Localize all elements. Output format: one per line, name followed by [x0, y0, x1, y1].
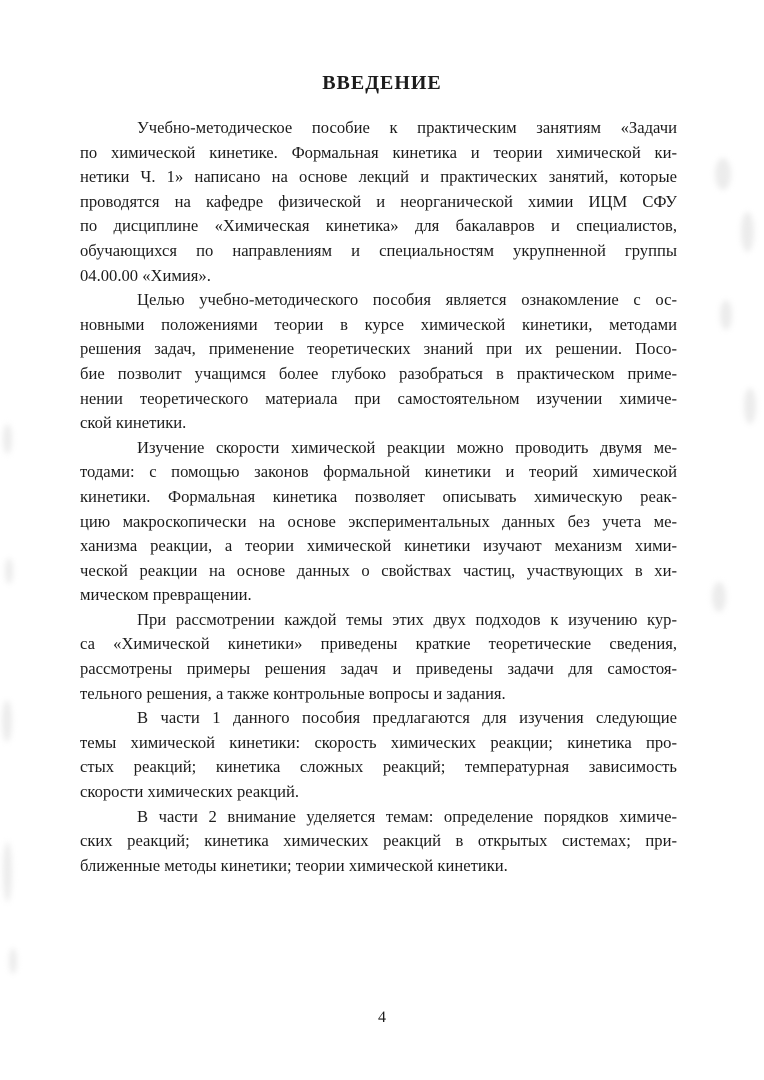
text-line: стых реакций; кинетика сложных реакций; температурная зависимость — [80, 757, 677, 777]
text-line: ческой реакции на основе данных о свойствах частиц, участвующих в хи- — [80, 560, 677, 580]
text-line: Изучение скорости химической реакции можно проводить двумя ме- — [137, 437, 677, 457]
text-line: В части 2 внимание уделяется темам: определение порядков химиче- — [137, 806, 677, 826]
paragraph — [80, 116, 677, 288]
text-line: нении теоретического материала при самостоятельном изучении химиче- — [80, 388, 677, 408]
page-number: 4 — [378, 1009, 386, 1026]
text-line: скорости химических реакций. — [80, 782, 300, 802]
text-line: кинетики. Формальная кинетика позволяет описывать химическую реак- — [80, 486, 677, 506]
text-line: бие позволит учащимся более глубоко разобраться в практическом приме- — [80, 363, 677, 383]
text-line: тельного решения, а также контрольные вопросы и задания. — [80, 683, 506, 703]
paragraph — [80, 805, 677, 879]
text-line: темы химической кинетики: скорость химических реакции; кинетика про- — [80, 732, 677, 752]
scan-artifact — [5, 558, 13, 584]
paragraph — [80, 608, 677, 706]
scan-artifact — [2, 700, 12, 742]
scan-artifact — [3, 424, 12, 454]
text-line: рассмотрены примеры решения задач и приведены задачи для самостоя- — [80, 659, 677, 679]
scan-artifact — [741, 212, 754, 252]
text-line: нетики Ч. 1» написано на основе лекций и практических занятий, которые — [80, 167, 677, 187]
text-line: цию макроскопически на основе экспериментальных данных без учета ме- — [80, 511, 677, 531]
text-line: ской кинетики. — [80, 413, 187, 433]
body-text — [80, 116, 677, 878]
text-line: решения задач, применение теоретических знаний при их решении. Посо- — [80, 339, 677, 359]
paragraph — [80, 288, 677, 436]
text-line: Учебно-методическое пособие к практическим занятиям «Задачи — [137, 118, 677, 137]
paragraph — [80, 436, 677, 608]
scan-artifact — [744, 388, 756, 424]
text-line: обучающихся по направлениям и специальностям укрупненной группы — [80, 240, 677, 260]
scan-artifact — [715, 158, 731, 190]
page-title: ВВЕДЕНИЕ — [322, 72, 442, 94]
paragraph — [80, 706, 677, 804]
text-line: ханизма реакции, а теории химической кинетики изучают механизм хими- — [80, 536, 677, 556]
text-line: тодами: с помощью законов формальной кинетики и теорий химической — [80, 462, 677, 482]
text-line: ближенные методы кинетики; теории химической кинетики. — [80, 855, 508, 875]
scan-artifact — [720, 300, 732, 330]
text-line: ских реакций; кинетика химических реакций в открытых системах; при- — [80, 831, 677, 851]
text-line: по химической кинетике. Формальная кинетика и теории химической ки- — [80, 142, 677, 162]
text-line: мическом превращении. — [80, 585, 252, 605]
text-line: по дисциплине «Химическая кинетика» для бакалавров и специалистов, — [80, 216, 677, 236]
scan-artifact — [9, 948, 17, 974]
text-line: новными положениями теории в курсе химической кинетики, методами — [80, 314, 677, 334]
text-line: проводятся на кафедре физической и неорганической химии ИЦМ СФУ — [80, 191, 677, 211]
text-line: В части 1 данного пособия предлагаются для изучения следующие — [137, 708, 677, 728]
text-line: 04.00.00 «Химия». — [80, 265, 211, 285]
scan-artifact — [3, 842, 12, 902]
text-line: Целью учебно-методического пособия является ознакомление с ос- — [137, 290, 677, 310]
text-line: При рассмотрении каждой темы этих двух подходов к изучению кур- — [137, 609, 677, 629]
text-line: са «Химической кинетики» приведены краткие теоретические сведения, — [80, 634, 677, 654]
scan-artifact — [712, 582, 726, 612]
